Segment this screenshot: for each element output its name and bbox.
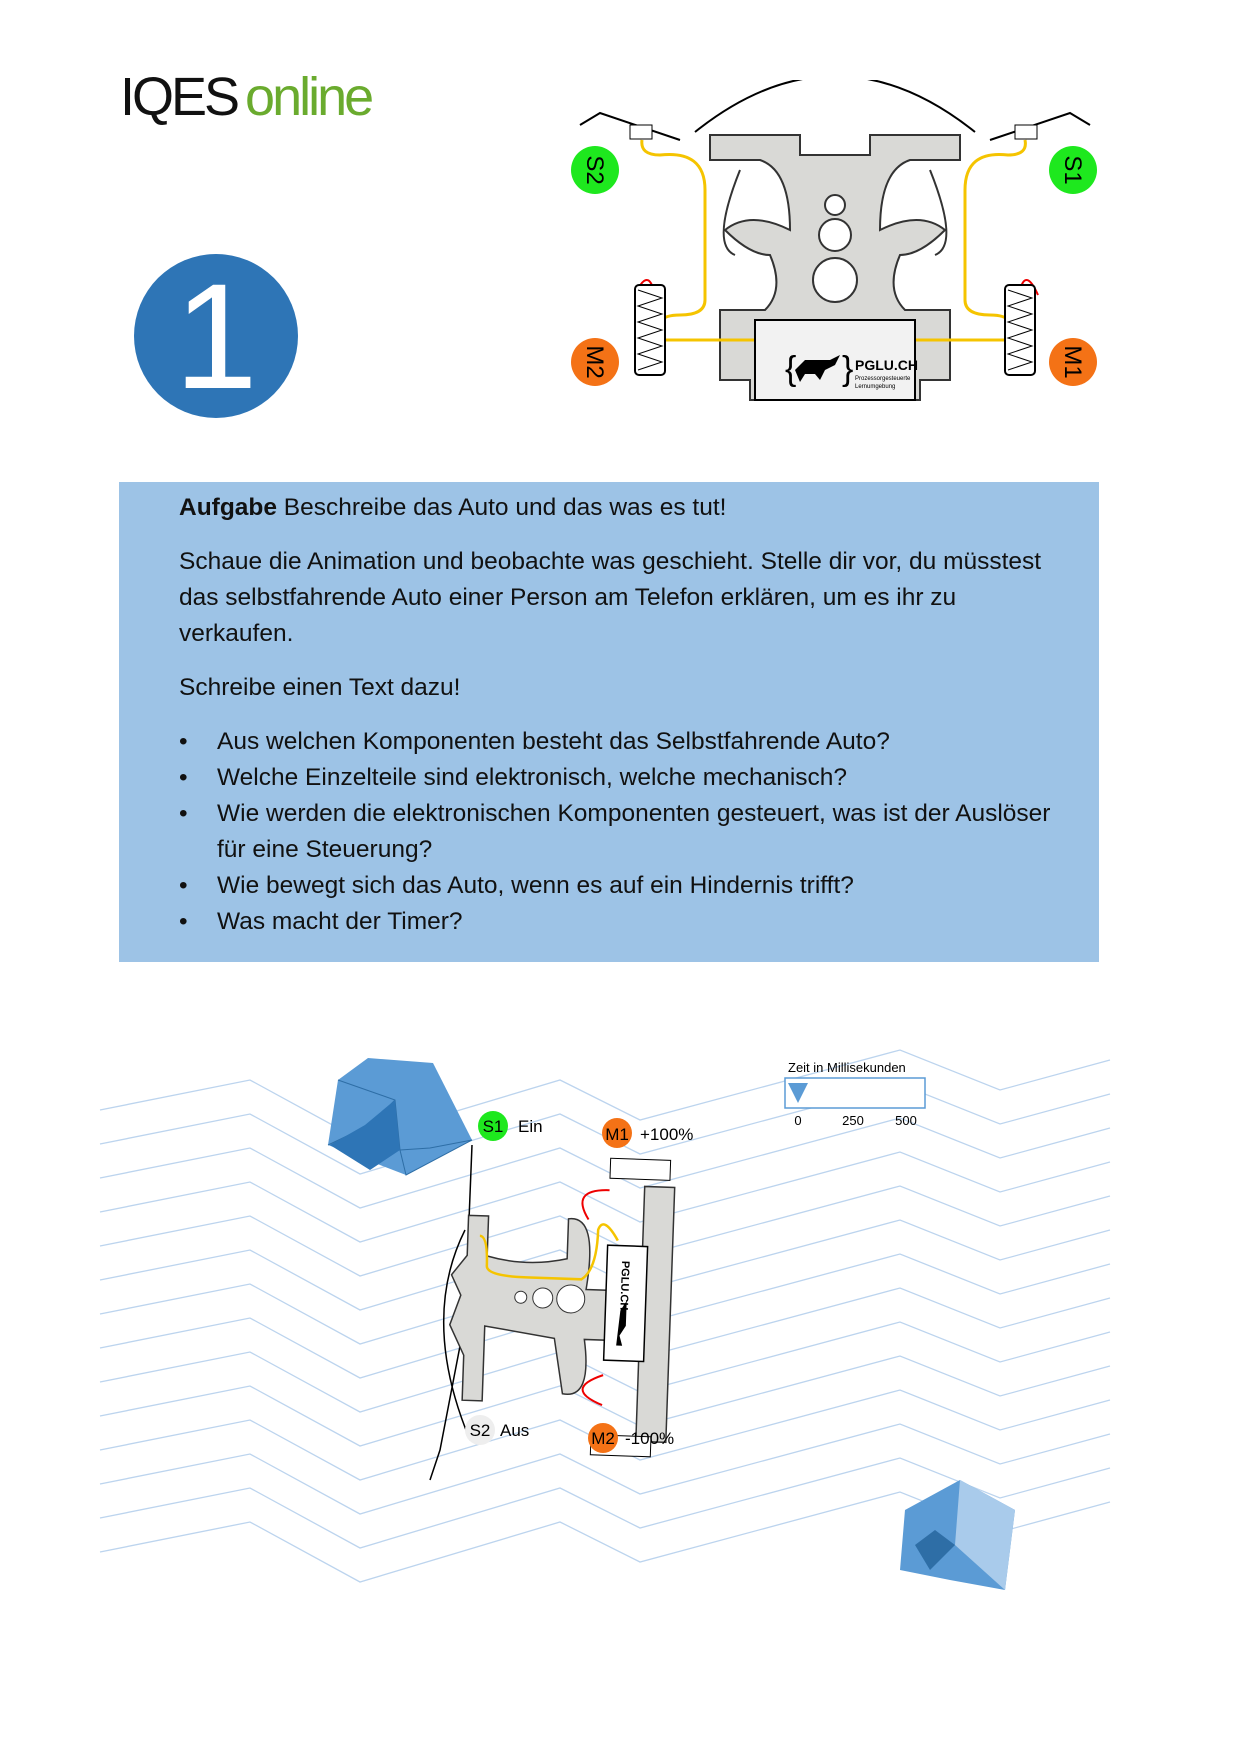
board-subtitle-1: Prozessorgesteuerte	[855, 376, 911, 382]
car-rotated	[445, 1153, 675, 1457]
svg-text:+100%: +100%	[640, 1125, 694, 1144]
svg-text:S2: S2	[469, 1421, 491, 1440]
task-paragraph: Schaue die Animation und beobachte was geschieht. Stelle dir vor, du müsstest das selbstfahrende Auto einer Person am Telefon erklären, um es ihr zu verkaufen.	[179, 548, 1042, 647]
iqes-online-logo: IQES online	[120, 67, 372, 127]
svg-text:S1: S1	[482, 1117, 504, 1136]
list-item: • Wie bewegt sich das Auto, wenn es auf ein Hindernis trifft?	[179, 868, 1059, 904]
tick-label: 0	[794, 1113, 802, 1128]
motor-m1-badge	[1049, 338, 1097, 386]
svg-text:M2: M2	[591, 1429, 615, 1448]
svg-text:{: {	[785, 350, 797, 388]
list-item: • Aus welchen Komponenten besteht das Selbstfahrende Auto?	[179, 724, 1059, 760]
task-instruction: Schreibe einen Text dazu!	[179, 674, 461, 701]
task-title: Aufgabe Beschreibe das Auto und das was es tut!	[179, 494, 727, 521]
board-label: PGLU.CH	[617, 1260, 632, 1311]
timer-widget	[785, 1060, 925, 1128]
board-subtitle-2: Lernumgebung	[855, 384, 896, 390]
svg-text:-100%: -100%	[625, 1429, 675, 1448]
svg-text:Ein: Ein	[518, 1117, 543, 1136]
list-item: • Wie werden die elektronischen Komponenten gesteuert, was ist der Auslöser für eine Steuerung?	[179, 796, 1059, 868]
sensor-s1-badge	[1049, 146, 1097, 194]
sensor-s1-status	[478, 1111, 543, 1141]
svg-text:Aus: Aus	[500, 1421, 530, 1440]
list-item: • Welche Einzelteile sind elektronisch, welche mechanisch?	[179, 760, 1059, 796]
motor-m2-badge	[571, 338, 619, 386]
svg-text:S1: S1	[1059, 155, 1086, 185]
sensor-s2-badge	[571, 146, 619, 194]
svg-text:S2: S2	[581, 155, 608, 185]
board-label: PGLU.CH	[855, 357, 918, 373]
svg-text:}: }	[842, 350, 854, 388]
svg-text:M1: M1	[605, 1125, 629, 1144]
task-number-badge: 1	[134, 254, 298, 418]
tick-label: 250	[842, 1113, 864, 1128]
tick-label: 500	[895, 1113, 917, 1128]
timer-label: Zeit in Millisekunden	[788, 1060, 906, 1075]
zigzag-line	[100, 1152, 1110, 1242]
obstacle-rock-top	[328, 1058, 472, 1175]
zigzag-line	[100, 1186, 1110, 1276]
svg-text:M1: M1	[1059, 345, 1086, 379]
motor-m1-status	[602, 1118, 693, 1148]
animation-scene	[0, 1040, 1240, 1620]
sensor-s2-status	[465, 1415, 529, 1445]
svg-text:M2: M2	[581, 345, 608, 379]
list-item: • Was macht der Timer?	[179, 904, 1059, 940]
question-list	[179, 724, 1059, 940]
car-diagram-top	[560, 80, 1110, 430]
task-box	[119, 482, 1099, 962]
